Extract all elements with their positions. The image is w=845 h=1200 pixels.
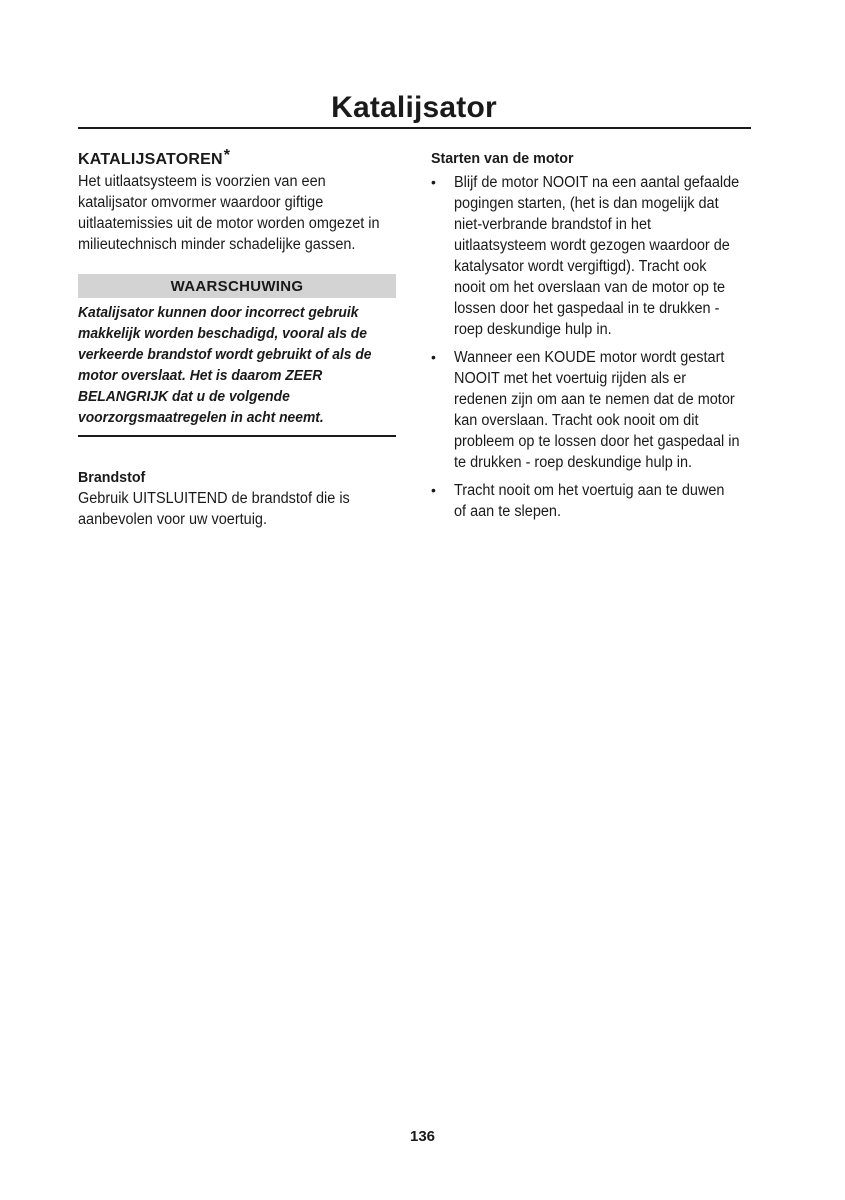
list-item [431,172,756,340]
list-line: roep deskundige hulp in. [454,321,612,338]
list-item-text [454,347,755,473]
warning-text [78,303,401,429]
list-line: Blijf de motor NOOIT na een aantal gefaalde [454,174,740,191]
list-line: probleem op te lossen door het gaspedaal in [454,433,740,450]
list-line: NOOIT met het voertuig rijden als er [454,370,687,387]
warning-line: verkeerde brandstof wordt gebruikt of als de [78,347,372,363]
list-item [431,480,756,522]
list-line: Wanneer een KOUDE motor wordt gestart [454,349,725,366]
right-column [431,148,756,529]
warning-line: BELANGRIJK dat u de volgende [78,389,290,405]
list-line: kan overslaan. Tracht ook nooit om dit [454,412,699,429]
left-column [78,145,398,530]
intro-paragraph [78,171,402,255]
list-line: Tracht nooit om het voertuig aan te duwen [454,482,725,499]
bullet-icon: • [431,482,436,498]
page-title: Katalijsator [331,91,497,124]
brandstof-heading: Brandstof [78,469,146,486]
brandstof-paragraph [78,488,402,530]
brandstof-section [78,467,398,530]
warning-divider [78,435,396,437]
warning-line: motor overslaat. Het is daarom ZEER [78,368,323,384]
intro-line: Het uitlaatsysteem is voorzien van een [78,173,326,190]
bullet-icon: • [431,349,436,365]
intro-line: uitlaatemissies uit de motor worden omgezet in [78,215,380,232]
list-item-text [454,480,755,522]
warning-label: WAARSCHUWING [170,277,304,295]
option-mark: * [223,147,231,164]
list-line: of aan te slepen. [454,503,561,520]
brandstof-line: aanbevolen voor uw voertuig. [78,511,268,528]
bullet-icon: • [431,174,436,190]
list-line: pogingen starten, (het is dan mogelijk dat [454,195,719,212]
title-divider [78,127,751,129]
intro-line: milieutechnisch minder schadelijke gassen. [78,236,356,253]
warning-line: makkelijk worden beschadigd, vooral als de [78,326,367,342]
list-line: niet-verbrande brandstof in het [454,216,652,233]
list-line: redenen zijn om aan te nemen dat de motor [454,391,735,408]
intro-line: katalijsator omvormer waardoor giftige [78,194,324,211]
warning-banner [78,274,396,298]
starten-list [431,172,756,522]
list-item [431,347,756,473]
list-line: lossen door het gaspedaal in te drukken - [454,300,720,317]
section-heading [78,145,398,171]
brandstof-line: Gebruik UITSLUITEND de brandstof die is [78,490,350,507]
warning-line: voorzorgsmaatregelen in acht neemt. [78,410,324,426]
list-line: nooit om het overslaan van de motor op te [454,279,726,296]
list-line: katalysator wordt vergiftigd). Tracht ook [454,258,707,275]
starten-heading: Starten van de motor [431,150,574,167]
section-heading-text: KATALIJSATOREN [78,151,223,168]
page-number: 136 [409,1128,436,1145]
list-item-text [454,172,755,340]
list-line: uitlaatsysteem wordt gezogen waardoor de [454,237,730,254]
list-line: te drukken - roep deskundige hulp in. [454,454,693,471]
warning-line: Katalijsator kunnen door incorrect gebruik [78,305,359,321]
